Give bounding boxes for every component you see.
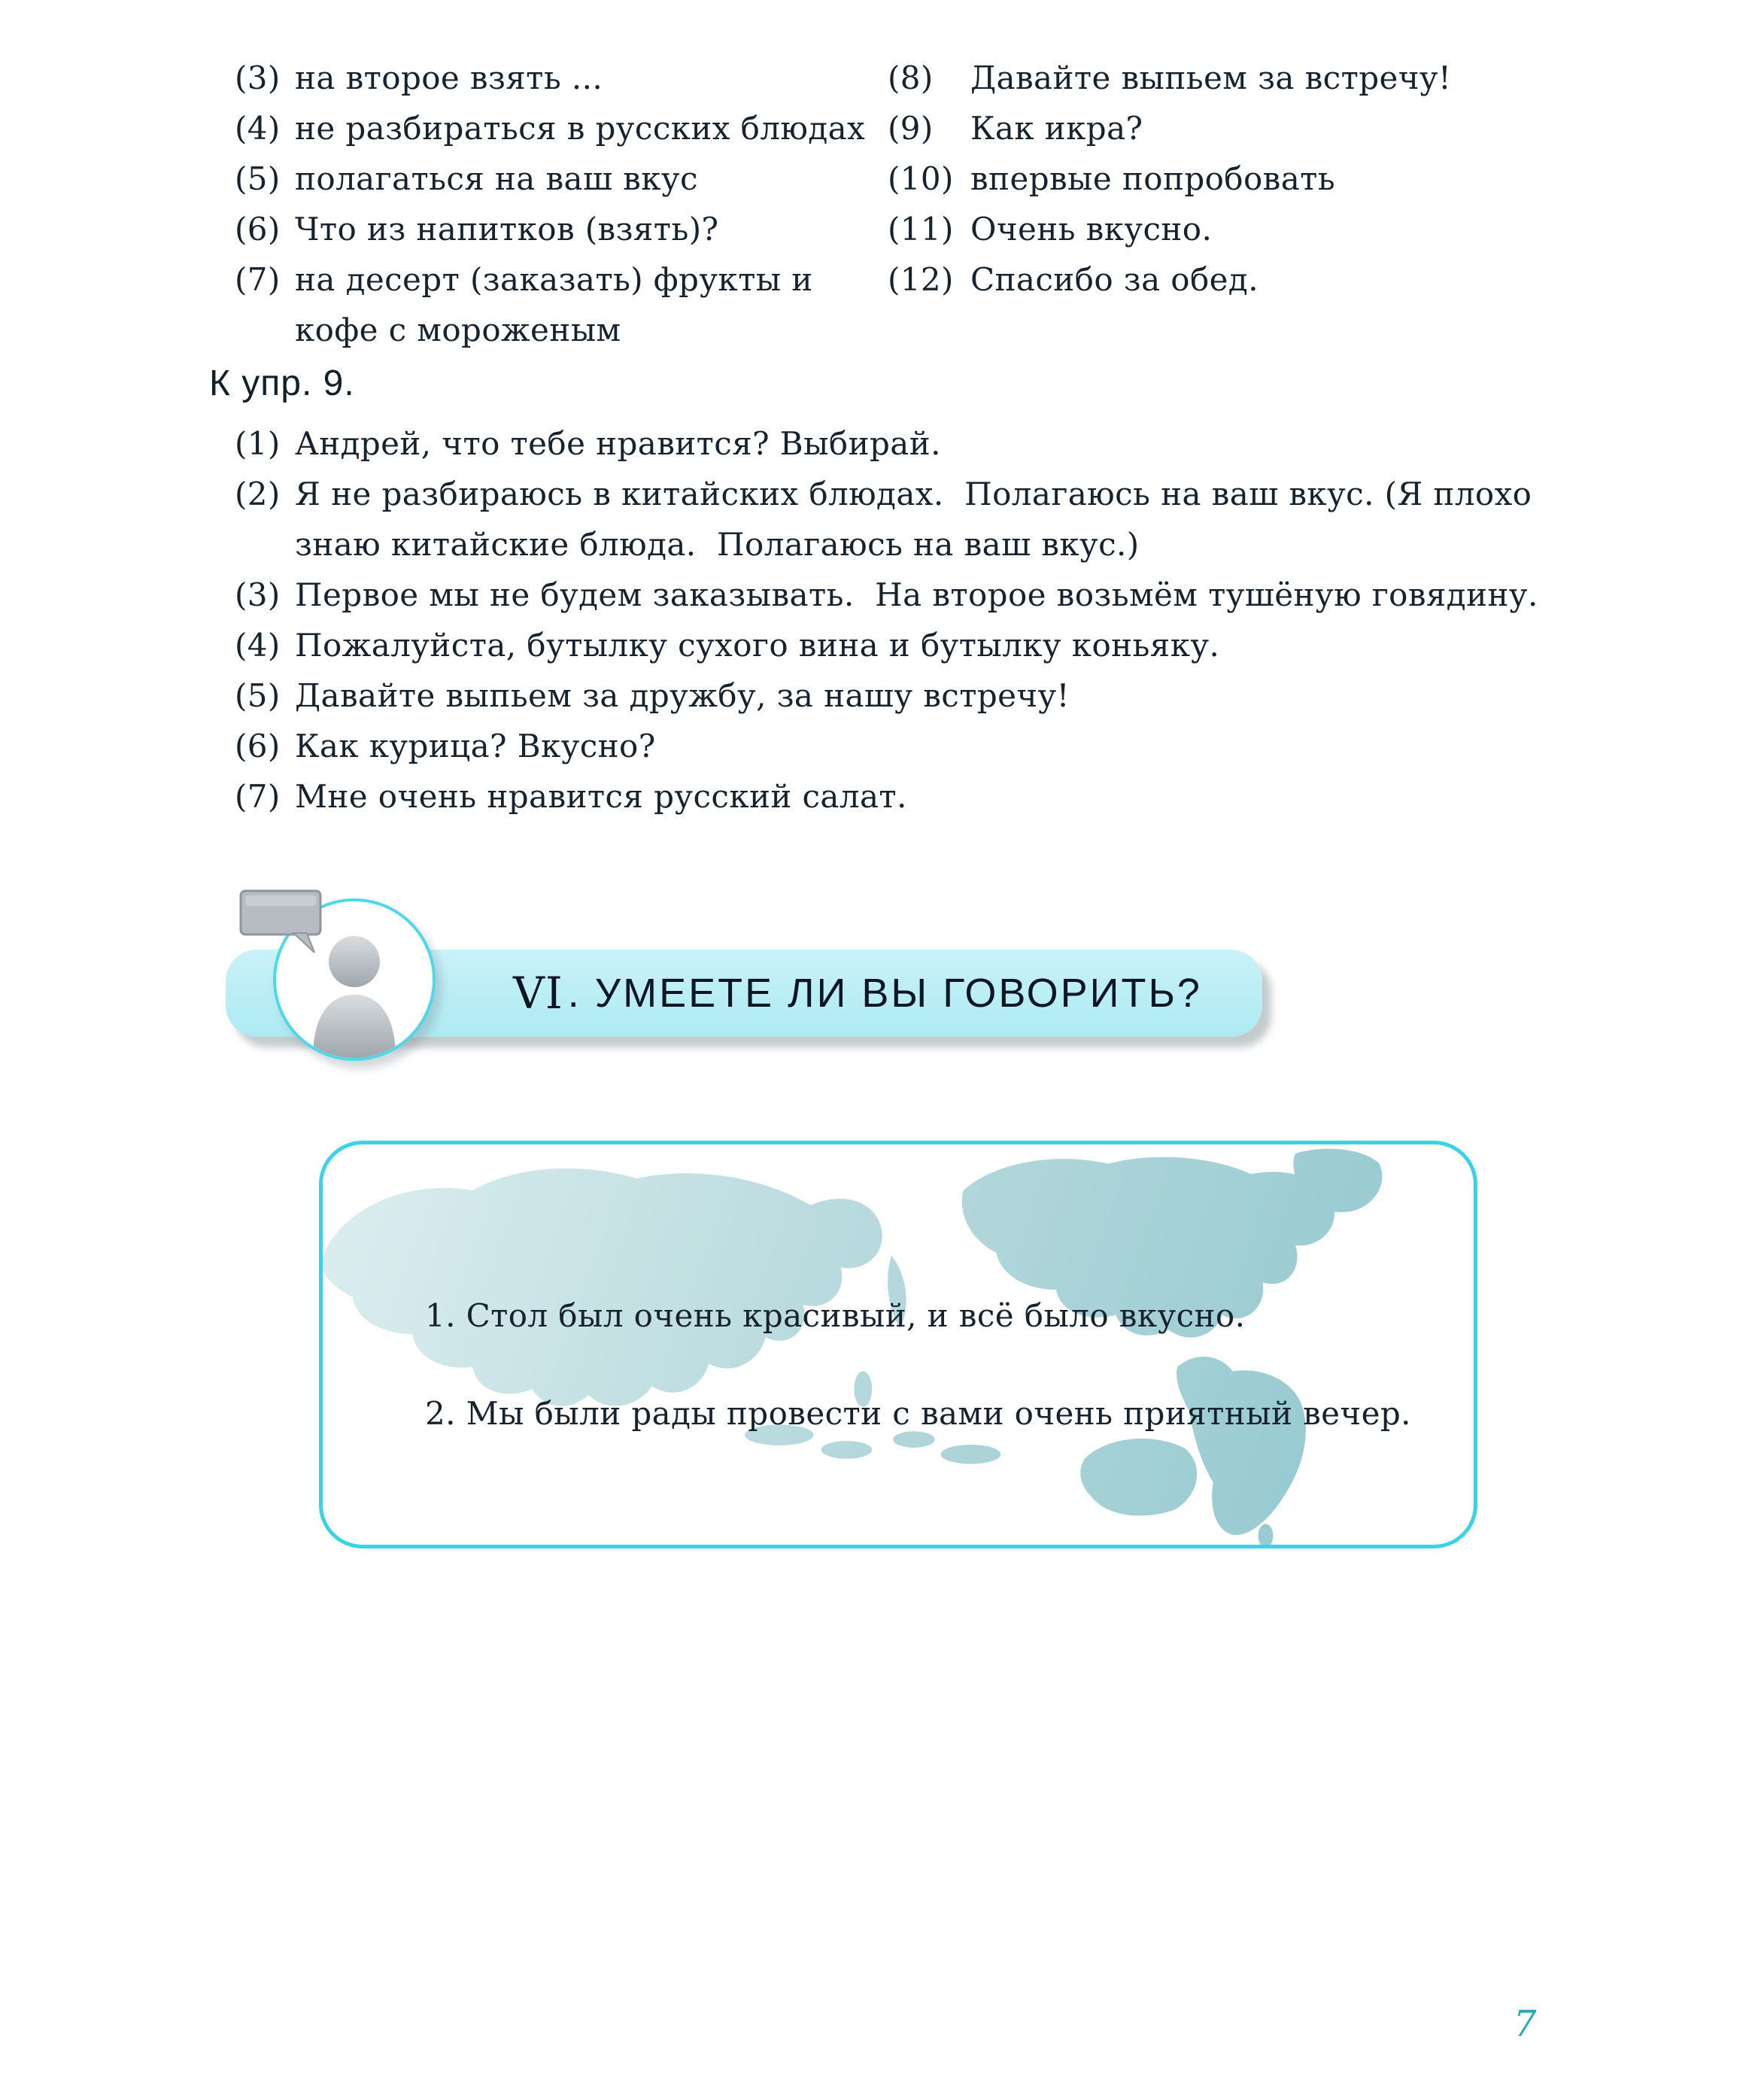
list-item [235, 204, 882, 254]
answer-item [235, 771, 1589, 822]
speaking-box [319, 1141, 1477, 1548]
item-text: Мне очень нравится русский салат. [295, 778, 907, 815]
section-title-label: . УМЕЕТЕ ЛИ ВЫ ГОВОРИТЬ? [567, 971, 1202, 1016]
page-number: 7 [1514, 2003, 1537, 2045]
speech-bubble-icon [239, 889, 336, 962]
item-number: (3) [235, 576, 281, 613]
world-map-graphic [323, 1144, 1474, 1545]
item-number: (3) [235, 59, 281, 96]
item-number: (7) [235, 261, 281, 298]
list-item [888, 254, 1640, 305]
item-text: на десерт (заказать) фрукты и кофе с мороженым [295, 261, 824, 348]
list-item [888, 204, 1640, 254]
answer-item [235, 620, 1589, 670]
section-numeral: VI [513, 968, 563, 1019]
item-number: (11) [888, 211, 954, 248]
item-text: Давайте выпьем за дружбу, за нашу встречу! [295, 677, 1070, 714]
list-item [235, 254, 882, 355]
speaking-sentence-2: 2. Мы были рады провести с вами очень приятный вечер. [425, 1395, 1411, 1432]
answer-item [235, 418, 1589, 469]
answer-item [235, 721, 1589, 771]
list-item [235, 153, 882, 204]
item-number: (6) [235, 728, 281, 764]
item-number: (4) [235, 627, 281, 664]
section-title [513, 950, 1202, 1037]
item-text: Давайте выпьем за встречу! [970, 59, 1452, 96]
list-item [888, 103, 1640, 153]
item-number: (2) [235, 476, 281, 512]
item-number: (6) [235, 211, 281, 248]
item-text: Пожалуйста, бутылку сухого вина и бутылку коньяку. [295, 627, 1220, 664]
item-text: Первое мы не будем заказывать. На второе возьмём тушёную говядину. [295, 576, 1538, 613]
phrase-list-right [888, 53, 1640, 305]
item-number: (10) [888, 160, 954, 197]
item-text: Я не разбираюсь в китайских блюдах. Полагаюсь на ваш вкус. (Я плохо знаю китайские блюда. Полагаюсь на ваш вкус.) [295, 476, 1543, 563]
item-text: Что из напитков (взять)? [295, 211, 719, 248]
item-number: (9) [888, 110, 934, 147]
item-text: впервые попробовать [970, 160, 1336, 197]
list-item [235, 103, 882, 153]
speaking-sentence-1: 1. Стол был очень красивый, и всё было вкусно. [425, 1297, 1246, 1334]
item-text: Андрей, что тебе нравится? Выбирай. [295, 425, 941, 462]
item-number: (8) [888, 59, 934, 96]
item-text: Очень вкусно. [970, 211, 1213, 248]
exercise-9-heading: К упр. 9. [209, 363, 355, 403]
item-text: Как икра? [970, 110, 1143, 147]
phrase-list-left [235, 53, 882, 355]
item-number: (1) [235, 425, 281, 462]
list-item [888, 53, 1640, 103]
answer-item [235, 469, 1589, 570]
item-text: полагаться на ваш вкус [295, 160, 698, 197]
exercise-9-answers [235, 418, 1589, 822]
item-number: (5) [235, 677, 281, 714]
list-item [888, 153, 1640, 204]
answer-item [235, 670, 1589, 721]
item-text: Как курица? Вкусно? [295, 728, 656, 764]
item-number: (4) [235, 110, 281, 147]
item-number: (12) [888, 261, 954, 298]
item-text: Спасибо за обед. [970, 261, 1259, 298]
item-number: (7) [235, 778, 281, 815]
list-item [235, 53, 882, 103]
item-number: (5) [235, 160, 281, 197]
item-text: на второе взять ... [295, 59, 603, 96]
answer-item [235, 570, 1589, 620]
item-text: не разбираться в русских блюдах [295, 110, 866, 147]
